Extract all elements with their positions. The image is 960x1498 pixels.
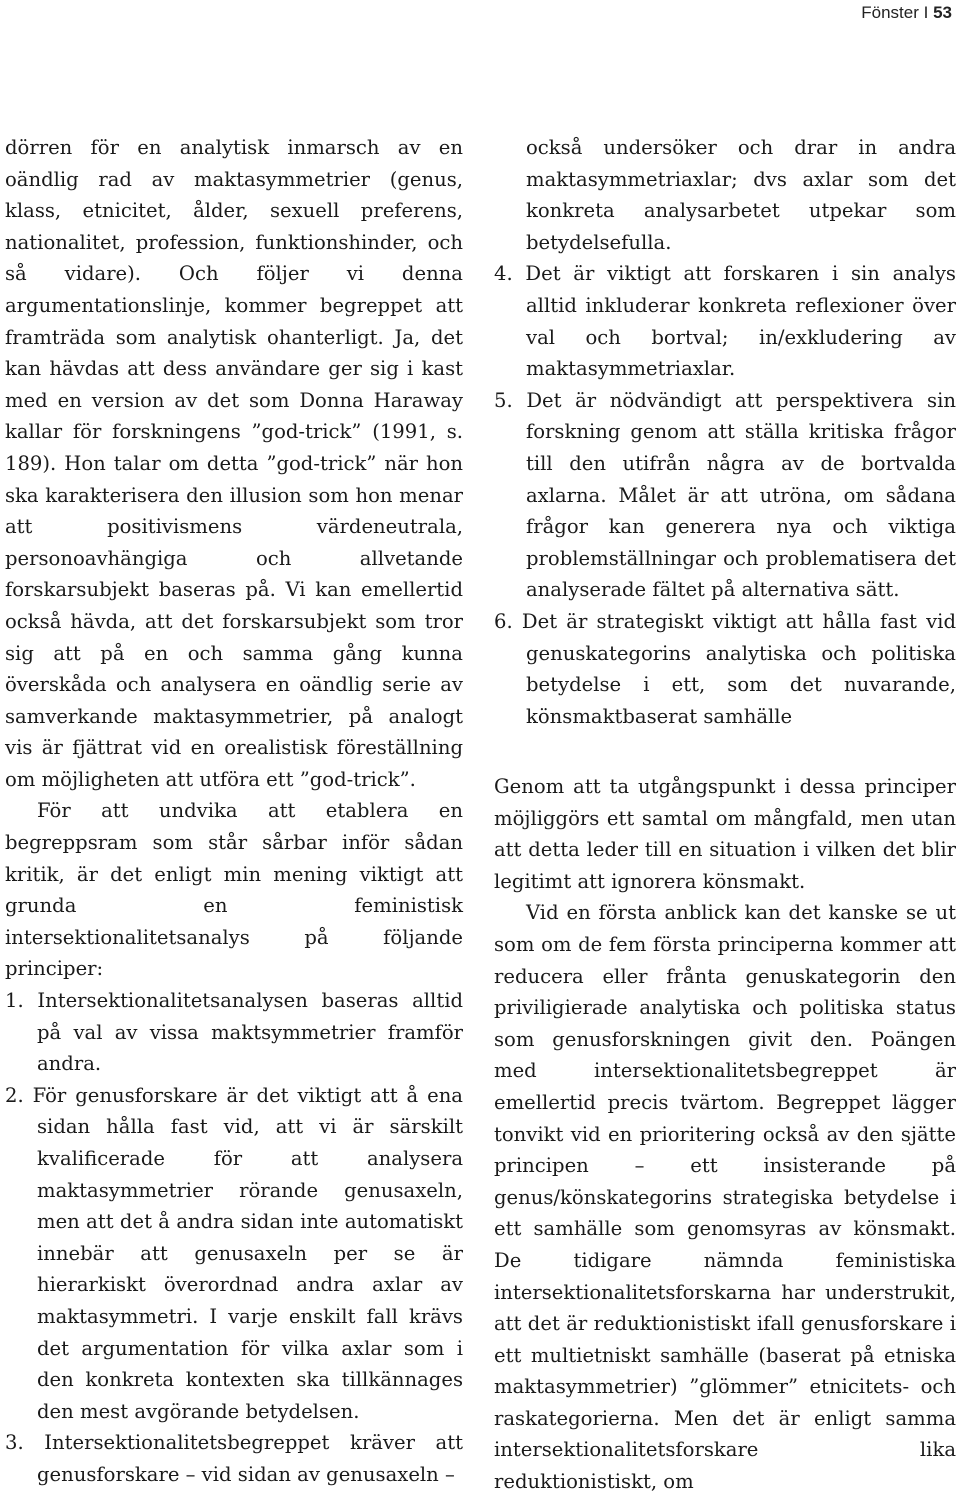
page-number: 53: [933, 3, 952, 22]
principle-item: 1. Intersektionalitetsanalysen baseras alltid på val av vissa maktsymmetrier framför andra.: [5, 989, 463, 1076]
left-column: [5, 132, 463, 1491]
principle-item: också undersöker och drar in andra maktasymmetriaxlar; dvs axlar som det konkreta analysarbetet utpekar som betydelsefulla.: [526, 136, 956, 254]
body-paragraph: dörren för en analytisk inmarsch av en oändlig rad av maktasymmetrier (genus, klass, etnicitet, ålder, sexuell preferens, nationalitet, profession, funktionshinder, och så vidare). Och följer vi denna argumentationslinje, kommer begreppet att framträda som analytisk ohanterligt. Ja, det kan hävdas att dess användare ger sig i kast med en version av det som Donna Haraway kallar för forskningens ”god-trick” (1991, s. 189). Hon talar om detta ”god-trick” när hon ska karakterisera den illusion som hon menar att positivismens värdeneutrala, personoavhängiga och allvetande forskarsubjekt baseras på. Vi kan emellertid också hävda, att det forskarsubjekt som tror sig att på en och samma gång kunna överskåda och analysera en oändlig serie av samverkande maktasymmetrier, på analogt vis är fjättrat vid en orealistisk föreställning om möjligheten att utföra ett ”god-trick”.: [5, 136, 463, 791]
running-header: [861, 3, 952, 23]
principle-item: 4. Det är viktigt att forskaren i sin analys alltid inkluderar konkreta reflexioner över val och bortval; in/exkludering av maktasymmetriaxlar.: [494, 262, 956, 381]
principle-item: 2. För genusforskare är det viktigt att å ena sidan hålla fast vid, att vi är särskilt kvalificerade för att analysera maktasymmetrier rörande genusaxeln, men att det å andra sidan inte automatiskt innebär att genusaxeln per se är hierarkiskt överordnad andra axlar av maktasymmetri. I varje enskilt fall krävs det argumentation för vilka axlar som i den konkreta kontexten ska tillkännages den mest avgörande betydelsen.: [5, 1083, 463, 1423]
right-column-list: [494, 132, 956, 732]
principle-item: 6. Det är strategiskt viktigt att hålla fast vid genuskategorins analytiska och politiska betydelse i ett, som det nuvarande, könsmaktbaserat samhälle: [494, 609, 956, 728]
body-paragraph: Vid en första anblick kan det kanske se ut som om de fem första principerna kommer att reducera eller fråntа genuskategorin den priviligierade analytiska och politiska status som genusforskningen givit den. Poängen med intersektionalitetsbegreppet är emellertid precis tvärtom. Begreppet lägger tonvikt vid en prioritering också av den sjätte principen – ett insisterande på genus/könskategorins strategiska betydelse i ett samhälle som genomsyras av könsmakt. De tidigare nämnda feministiska intersektionalitetsforskarna har understrukit, att det är reduktionistiskt ifall genusforskare i ett multietniskt samhälle (baserat på etniska maktasymmetrier) ”glömmer” etnicitets- och raskategorierna. Men det är enligt samma intersektionalitetsforskare lika reduktionistiskt, om: [494, 901, 956, 1494]
header-separator: I: [918, 3, 934, 22]
body-paragraph: För att undvika att etablera en begreppsram som står sårbar inför sådan kritik, är det enligt min mening viktigt att grunda en feministisk intersektionalitetsanalys på följande principer:: [5, 799, 463, 981]
right-column-body: [494, 771, 956, 1498]
principle-item: 5. Det är nödvändigt att perspektivera sin forskning genom att ställa kritiska frågor till den utifrån några av de bortvalda axlarna. Målet är att utröna, om sådana frågor kan generera nya och viktiga problemställningar och problematisera det analyserade fältet på alternativa sätt.: [494, 388, 956, 602]
principles-list: [5, 985, 463, 1491]
section-title: Fönster: [861, 3, 919, 22]
body-paragraph: Genom att ta utgångspunkt i dessa principer möjliggörs ett samtal om mångfald, men utan att detta leder till en situation i vilken det blir legitimt att ignorera könsmakt.: [494, 775, 956, 893]
principle-item: 3. Intersektionalitetsbegreppet kräver att genusforskare – vid sidan av genusaxeln –: [5, 1431, 463, 1486]
principles-list-continued: [494, 132, 956, 732]
